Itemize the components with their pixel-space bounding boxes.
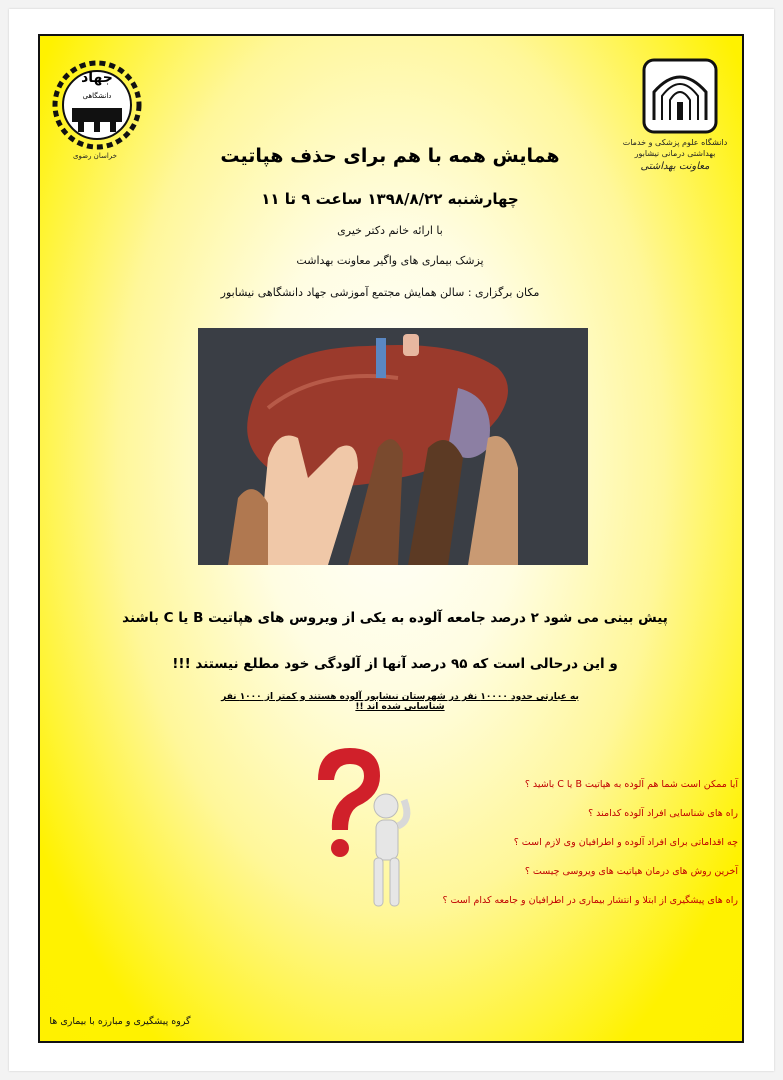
arch-emblem-icon xyxy=(640,56,720,136)
question-item: آخرین روش های درمان هپاتیت های ویروسی چیست ؟ xyxy=(524,866,738,877)
questions-list xyxy=(420,770,738,915)
right-org-line2: معاونت بهداشتی xyxy=(640,160,710,172)
event-title: همایش همه با هم برای حذف هپاتیت xyxy=(220,145,560,167)
footer-text: گروه پیشگیری و مبارزه با بیماری ها xyxy=(49,1016,191,1027)
question-item: راه های شناسایی افراد آلوده کدامند ؟ xyxy=(588,808,738,819)
event-date: چهارشنبه ۱۳۹۸/۸/۲۲ ساعت ۹ تا ۱۱ xyxy=(261,190,519,208)
statistic-line-2: و این درحالی است که ۹۵ درصد آنها از آلودگی خود مطلع نیستند !!! xyxy=(172,656,618,672)
question-item: راه های پیشگیری از ابتلا و انتشار بیماری در اطرافیان و جامعه کدام است ؟ xyxy=(442,895,738,906)
statistic-line-1: پیش بینی می شود ۲ درصد جامعه آلوده به یکی از ویروس های هپاتیت B یا C باشند xyxy=(122,610,668,626)
right-org-line1: دانشگاه علوم پزشکی و خدمات بهداشتی درمانی نیشابور xyxy=(622,138,728,158)
presenter-role: پزشک بیماری های واگیر معاونت بهداشت xyxy=(296,254,484,267)
question-mark-person-icon xyxy=(300,740,425,920)
question-item: چه اقداماتی برای افراد آلوده و اطرافیان وی لازم است ؟ xyxy=(513,837,738,848)
left-org-caption: خراسان رضوی xyxy=(73,152,117,160)
left-logo-subtext: دانشگاهی xyxy=(82,92,112,100)
venue: مکان برگزاری : سالن همایش مجتمع آموزشی جهاد دانشگاهی نیشابور xyxy=(220,286,540,299)
left-logo-text: جهاد xyxy=(81,70,113,86)
presenter: با ارائه خانم دکتر خیری xyxy=(337,224,443,237)
statistic-note: به عبارتی حدود ۱۰۰۰۰ نفر در شهرستان نیشابور آلوده هستند و کمتر از ۱۰۰۰ نفر شناسایی شده اند !! xyxy=(221,692,579,712)
liver-hands-image xyxy=(198,328,588,565)
question-item: آیا ممکن است شما هم آلوده به هپاتیت B یا C باشید ؟ xyxy=(524,779,738,790)
